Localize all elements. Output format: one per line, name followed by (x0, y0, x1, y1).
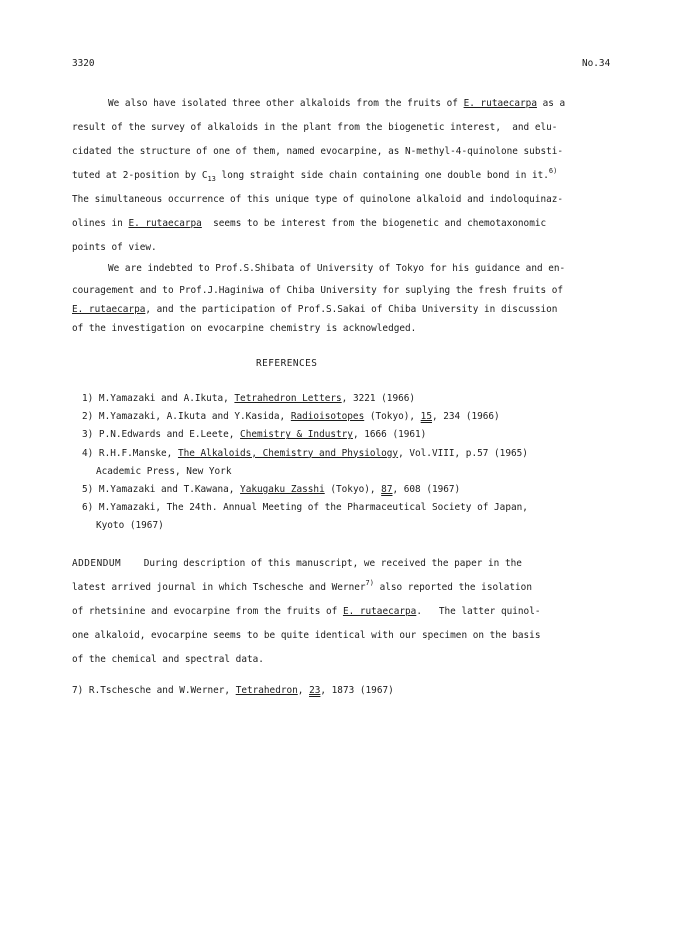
addendum-paragraph (72, 552, 612, 672)
page-number: 3320 (72, 58, 95, 69)
addendum-reference (72, 682, 592, 700)
reference-item: 5) M.Yamazaki and T.Kawana, Yakugaku Zasshi (Tokyo), 87, 608 (1967) (82, 483, 461, 495)
references-heading: REFERENCES (256, 358, 318, 369)
text-line: olines in E. rutaecarpa seems to be interest from the biogenetic and chemotaxonomic (72, 218, 547, 229)
reference-continuation: Academic Press, New York (96, 465, 232, 477)
text-line: ADDENDUM During description of this manuscript, we received the paper in the (72, 558, 522, 569)
text-line: result of the survey of alkaloids in the plant from the biogenetic interest, and elu- (72, 122, 558, 133)
text-line: of rhetsinine and evocarpine from the fruits of E. rutaecarpa. The latter quinol- (72, 606, 541, 617)
text-line: couragement and to Prof.J.Haginiwa of Chiba University for suplying the fresh fruits of (72, 285, 564, 296)
text-line: cidated the structure of one of them, named evocarpine, as N-methyl-4-quinolone substi- (72, 146, 564, 157)
reference-item: 2) M.Yamazaki, A.Ikuta and Y.Kasida, Radioisotopes (Tokyo), 15, 234 (1966) (82, 411, 500, 423)
species-name: E. rutaecarpa (72, 304, 146, 315)
species-name: E. rutaecarpa (463, 98, 537, 109)
text-line: one alkaloid, evocarpine seems to be quite identical with our specimen on the basis (72, 630, 541, 641)
text-line: tuted at 2-position by $C_{13}$ long straight side chain containing one double bond in it.$^{6)}$ (72, 167, 558, 183)
text-line: points of view. (72, 242, 157, 253)
reference-item: 4) R.H.F.Manske, The Alkaloids, Chemistry and Physiology, Vol.VIII, p.57 (1965) (82, 447, 528, 459)
subscript: 13 (207, 175, 216, 183)
reference-item: 7) R.Tschesche and W.Werner, Tetrahedron, 23, 1873 (1967) (72, 685, 394, 696)
reference-item: 6) M.Yamazaki, The 24th. Annual Meeting of the Pharmaceutical Society of Japan, (82, 502, 528, 514)
text-line: E. rutaecarpa, and the participation of Prof.S.Sakai of Chiba University in discussion (72, 304, 558, 315)
text-line: of the chemical and spectral data. (72, 654, 264, 665)
species-name: E. rutaecarpa (342, 606, 417, 617)
acknowledgement-paragraph (72, 257, 612, 338)
issue-number: No.34 (582, 58, 611, 69)
reference-item: 3) P.N.Edwards and E.Leete, Chemistry & Industry, 1666 (1961) (82, 429, 427, 441)
text-line: latest arrived journal in which Tschesche and Werner$^{7)}$ also reported the isolation (72, 579, 532, 593)
reference-item: 1) M.Yamazaki and A.Ikuta, Tetrahedron Letters, 3221 (1966) (82, 393, 416, 404)
footnote-marker: 7) (365, 579, 374, 587)
text-line: of the investigation on evocarpine chemistry is acknowledged. (72, 323, 417, 334)
addendum-label: ADDENDUM (72, 558, 122, 569)
text-line: The simultaneous occurrence of this unique type of quinolone alkaloid and indoloquinaz- (72, 194, 564, 205)
body-paragraph-1 (72, 92, 612, 260)
footnote-marker: 6) (548, 167, 558, 175)
species-name: E. rutaecarpa (128, 218, 202, 229)
text-line: We are indebted to Prof.S.Shibata of University of Tokyo for his guidance and en- (108, 263, 566, 274)
text-line: We also have isolated three other alkaloids from the fruits of E. rutaecarpa as a (108, 98, 566, 109)
references-list (82, 390, 602, 536)
reference-continuation: Kyoto (1967) (96, 520, 164, 532)
